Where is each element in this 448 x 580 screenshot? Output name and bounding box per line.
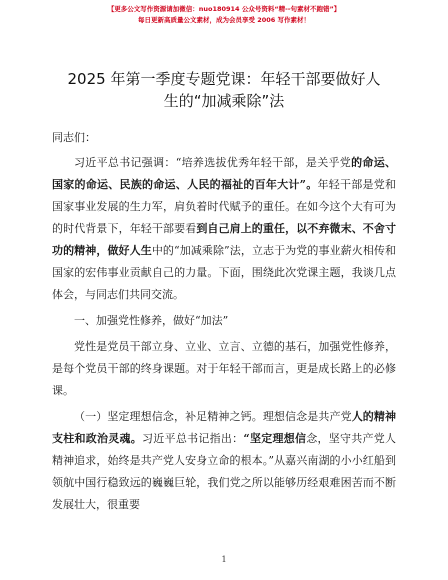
paragraph-1-bold-e: 到自己肩上的重任，以不弃微末、不舍寸功的精神，做好人生 — [52, 222, 397, 257]
paragraph-1-text-f: 中的“加减乘除”法，立志于为党的事业薪火相传和国家的宏伟事业贡献自己的力量。下面，围绕此次党课主题，我谈几点体会，与同志们共同交流。 — [52, 244, 397, 301]
paragraph-1 — [52, 152, 396, 306]
document-title-line-1: 2025 年第一季度专题党课：年轻干部要做好人 — [67, 70, 381, 88]
paragraph-1-text-a: 习近平总书记强调：“培养选拔优秀年轻干部，是关乎党 — [74, 156, 352, 169]
promo-banner-line-1: 【更多公文写作资源请加微信：nuo180914 公众号资料“精--句素材不跑错”】 — [107, 5, 341, 13]
paragraph-3-bold-b: 人的精神支柱和政治灵魂。 — [52, 410, 397, 445]
paragraph-1-text-d: 年轻干部是党和国家事业发展的生力军，肩负着时代赋予的重任。在如今这个大有可为的时代背景下，年轻干部要看 — [52, 178, 397, 235]
promo-banner — [52, 4, 396, 26]
paragraph-1-bold-c: 计”。 — [288, 178, 318, 191]
section-heading-1: 一、加强党性修养，做好“加法” — [74, 314, 229, 327]
page-number: 1 — [221, 555, 227, 564]
paragraph-3 — [52, 406, 396, 516]
paragraph-3-bold-d: “坚定理想信 — [243, 432, 307, 445]
document-title — [52, 68, 396, 112]
paragraph-2: 党性是党员干部立身、立业、立言、立德的基石，加强党性修养，是每个党员干部的终身课题。对于年轻干部而言，更是成长路上的必修课。 — [52, 340, 396, 397]
paragraph-1-bold-b: 的命运、国家的命运、民族的命运、人民的福祉的百年大 — [52, 156, 397, 191]
salutation: 同志们： — [52, 131, 96, 144]
document-title-line-2: 生的“加减乘除”法 — [163, 92, 285, 110]
paragraph-3-text-c: 习近平总书记指出： — [142, 432, 244, 445]
paragraph-3-text-e: 念，坚守共产党人精神追求，始终是共产党人安身立命的根本。”从嘉兴南湖的小小红船到领航中国行稳致远的巍巍巨轮，我们党之所以能够历经艰难困苦而不断发展壮大，很重要 — [52, 432, 397, 511]
paragraph-3-text-a: （一）坚定理想信念，补足精神之钙。理想信念是共产党 — [74, 410, 352, 423]
promo-banner-line-2: 每日更新高质量公文素材，成为会员享受 2006 写作素材！ — [137, 16, 311, 24]
